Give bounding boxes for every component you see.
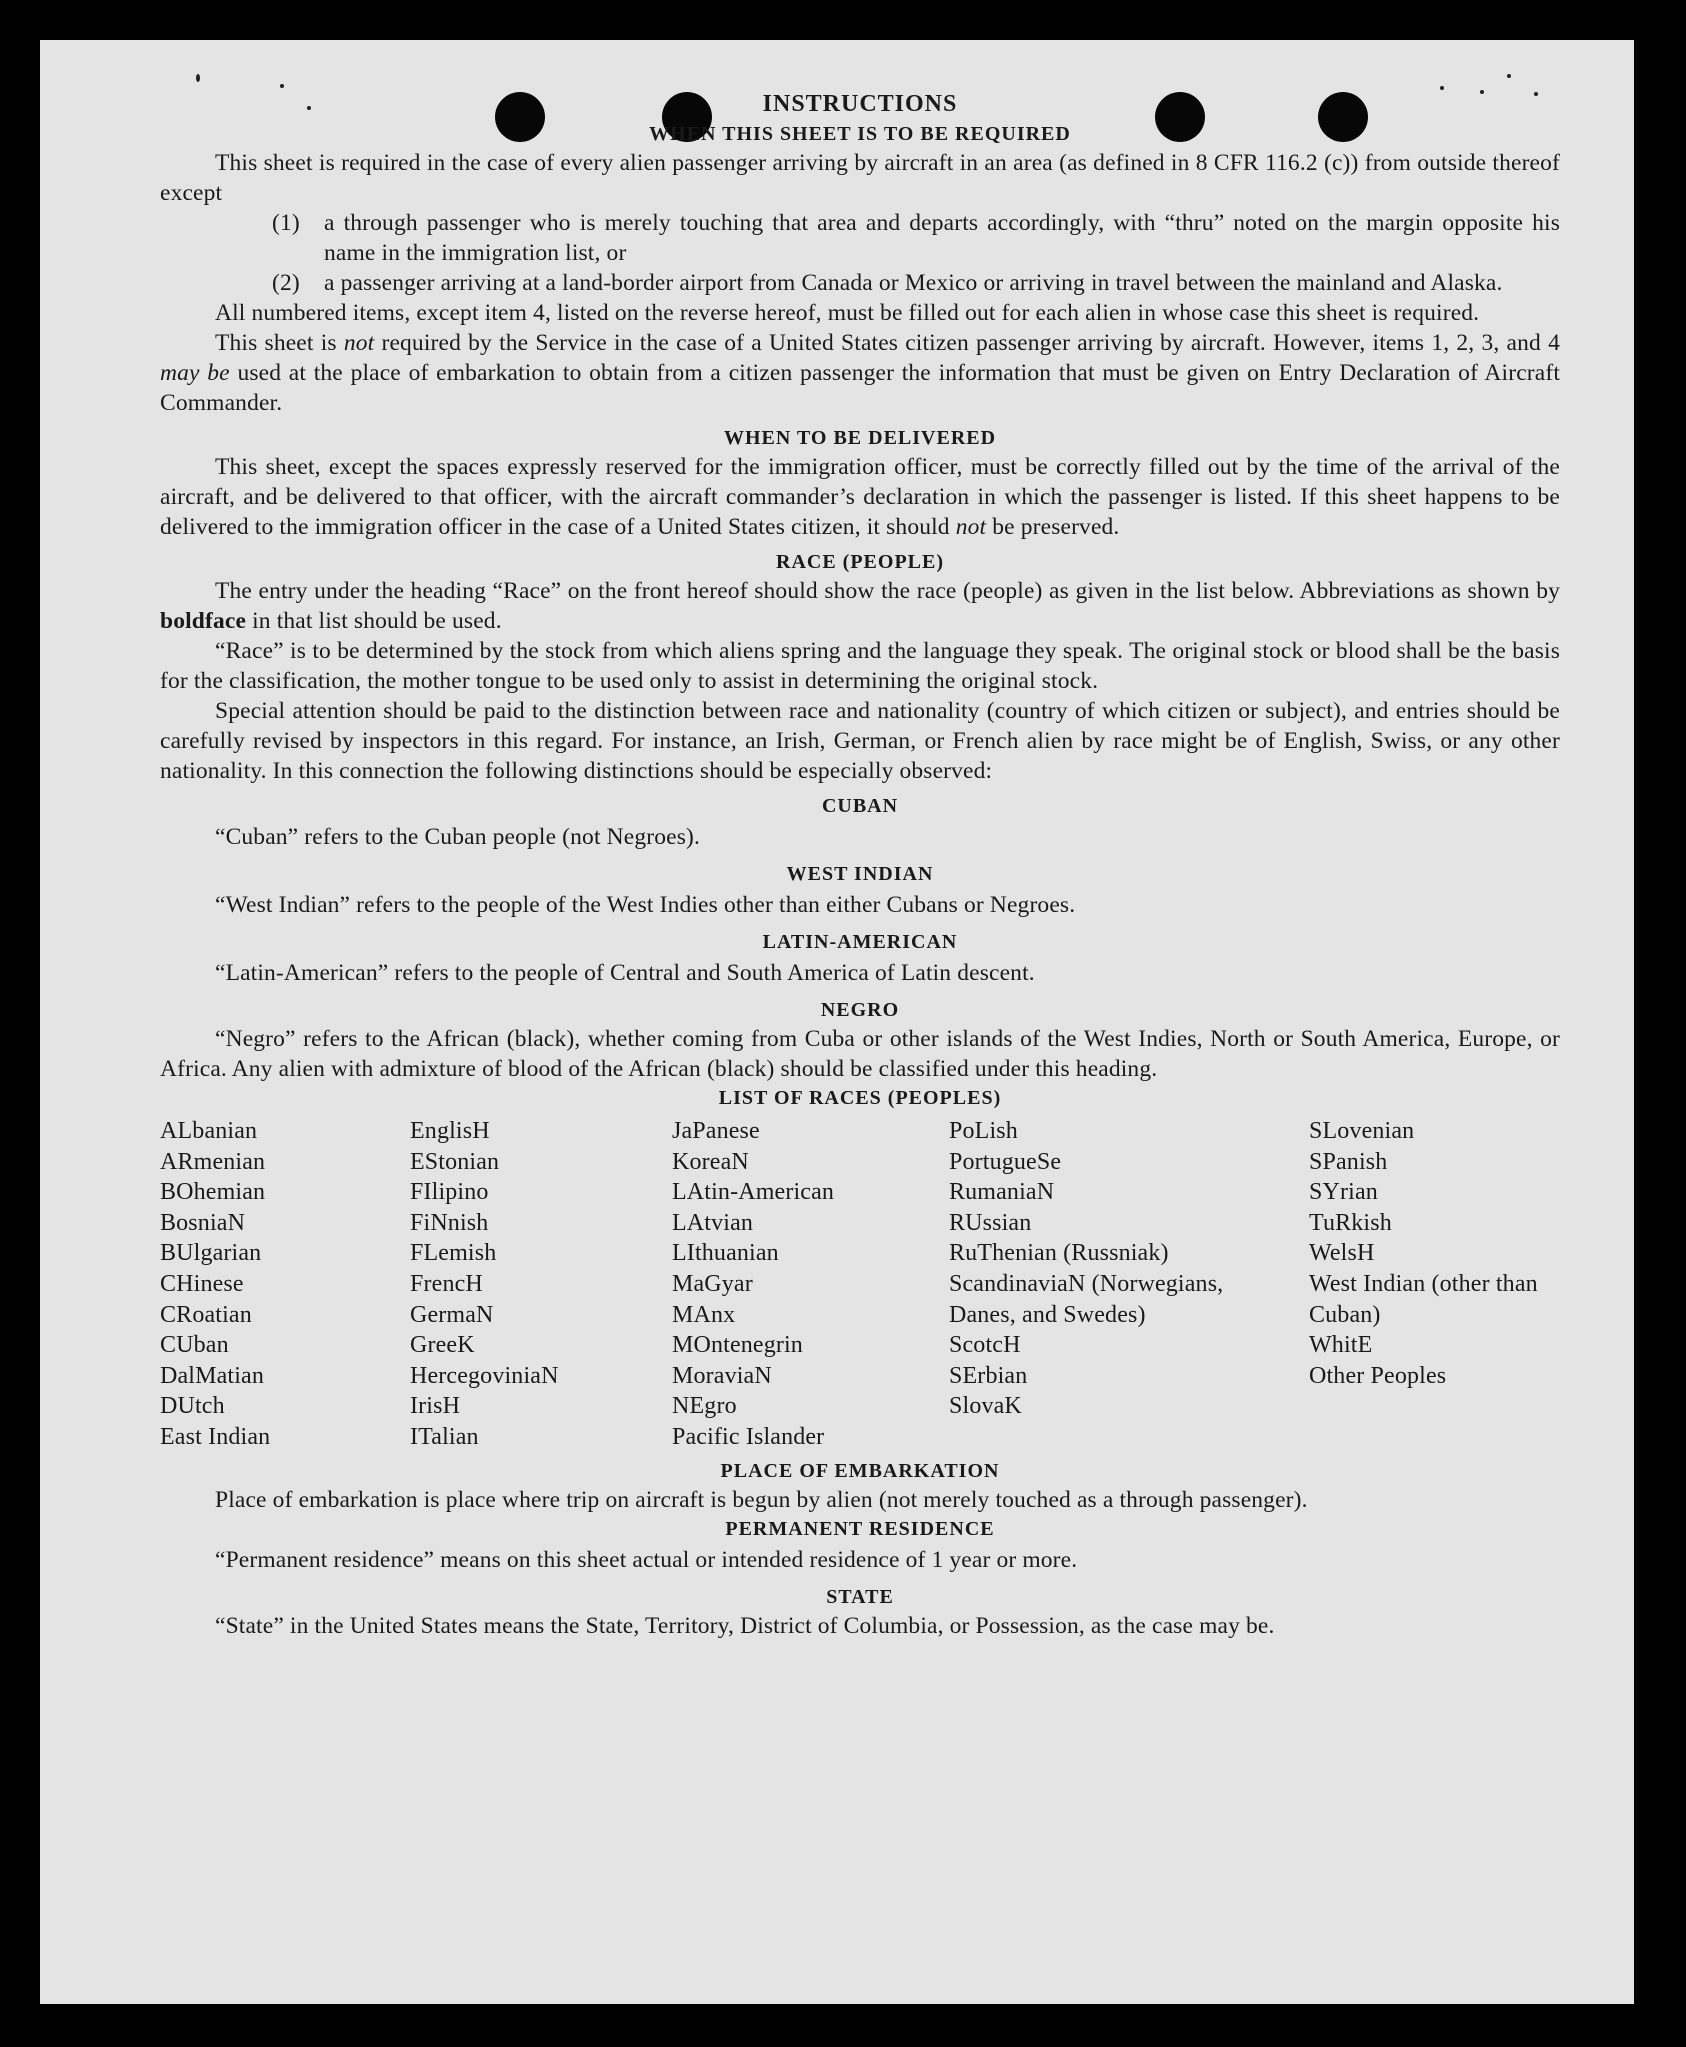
races-list	[160, 1116, 1560, 1453]
speck	[1507, 74, 1511, 78]
paragraph-state: “State” in the United States means the State, Territory, District of Columbia, or Possession, as the case may be.	[215, 1612, 1275, 1639]
races-column	[160, 1116, 410, 1453]
races-column	[1309, 1116, 1559, 1453]
race-entry: Other Peoples	[1309, 1362, 1447, 1389]
race-entry: EStonian	[410, 1148, 500, 1175]
paragraph-required: This sheet is required in the case of every alien passenger arriving by aircraft in an area (as defined in 8 CFR 116.2 (c)) from outside thereof except	[160, 150, 1560, 206]
race-entry: NEgro	[672, 1393, 737, 1420]
exception-item	[272, 268, 1560, 298]
race-entry: CUban	[160, 1332, 229, 1359]
speck	[196, 74, 200, 82]
section-heading-races-list: LIST OF RACES (PEOPLES)	[718, 1087, 1002, 1109]
page-title: INSTRUCTIONS	[762, 91, 958, 117]
race-entry: CRoatian	[160, 1301, 252, 1328]
definition-text-west-indian: “West Indian” refers to the people of the West Indies other than either Cubans or Negroes.	[215, 892, 1076, 918]
race-entry: WelsH	[1309, 1240, 1375, 1267]
race-entry: HercegoviniaN	[410, 1362, 559, 1389]
race-entry: LAtvian	[672, 1209, 754, 1236]
paragraph-citizen: This sheet is not required by the Service in the case of a United States citizen passenger arriving by aircraft. However, items 1, 2, 3, and 4 may be used at the place of embarkation to obtain from a citizen passenger the information that must be given on Entry Declaration of Aircraft Commander.	[160, 330, 1561, 416]
paragraph-embarkation: Place of embarkation is place where trip on aircraft is begun by alien (not merely touched as a through passenger).	[215, 1486, 1308, 1513]
race-entry: LIthuanian	[672, 1240, 779, 1267]
race-entry: ScotcH	[949, 1332, 1021, 1359]
race-entry: BUlgarian	[160, 1240, 262, 1267]
race-entry: SErbian	[949, 1362, 1028, 1389]
exception-item	[272, 208, 1560, 268]
race-entry: MaGyar	[672, 1270, 753, 1297]
section-heading-state: STATE	[826, 1585, 894, 1608]
races-column	[410, 1116, 672, 1453]
race-entry: SPanish	[1309, 1148, 1388, 1175]
race-entry: FIlipino	[410, 1179, 489, 1206]
race-entry: RuThenian (Russniak)	[949, 1240, 1169, 1267]
race-entry: JaPanese	[672, 1118, 760, 1144]
definition-text-latin-american: “Latin-American” refers to the people of Central and South America of Latin descent.	[215, 960, 1035, 986]
section-heading-when-delivered: WHEN TO BE DELIVERED	[723, 427, 997, 449]
race-entry: MAnx	[672, 1301, 736, 1328]
race-entry: FrencH	[410, 1270, 483, 1297]
paragraph-race-entry: The entry under the heading “Race” on the front hereof should show the race (people) as given in the list below. Abbreviations as shown by boldface in that list should be used.	[160, 578, 1560, 634]
definition-text-cuban: “Cuban” refers to the Cuban people (not Negroes).	[215, 824, 701, 850]
definition-heading-cuban: CUBAN	[821, 795, 899, 817]
race-entry: LAtin-American	[672, 1179, 835, 1206]
paragraph-delivered: This sheet, except the spaces expressly reserved for the immigration officer, must be correctly filled out by the time of the arrival of the aircraft, and be delivered to that officer, with the aircraft commander’s declaration in which the passenger is listed. If this sheet happens to be delivered to the immigration officer in the case of a United States citizen, it should not be preserved.	[160, 454, 1560, 540]
race-entry: DUtch	[160, 1393, 225, 1420]
race-entry: CHinese	[160, 1270, 244, 1297]
race-entry: ALbanian	[160, 1118, 258, 1144]
race-entry: West Indian (other than Cuban)	[1309, 1270, 1538, 1328]
section-heading-residence: PERMANENT RESIDENCE	[725, 1517, 995, 1540]
definition-heading-latin-american: LATIN-AMERICAN	[762, 931, 958, 953]
race-entry: ITalian	[410, 1423, 479, 1450]
exception-number: (1)	[272, 210, 300, 236]
race-entry: GermaN	[410, 1301, 494, 1328]
race-entry: MOntenegrin	[672, 1332, 803, 1359]
paragraph-race-nationality: Special attention should be paid to the distinction between race and nationality (country of which citizen or subject), and entries should be carefully revised by inspectors in this regard. For instance, an Irish, German, or French alien by race might be of English, Swiss, or any other nationality. In this connection the following distinctions should be especially observed:	[160, 698, 1560, 784]
paragraph-numbered-items: All numbered items, except item 4, listed on the reverse hereof, must be filled out for each alien in whose case this sheet is required.	[215, 300, 1480, 326]
exception-text: a through passenger who is merely touching that area and departs accordingly, with “thru” noted on the margin opposite his name in the immigration list, or	[324, 210, 1560, 266]
document-sheet	[40, 40, 1634, 2004]
race-entry: ScandinaviaN (Norwegians, Danes, and Swedes)	[949, 1270, 1224, 1328]
race-entry: TuRkish	[1309, 1209, 1392, 1236]
races-column	[949, 1116, 1309, 1453]
race-entry: EnglisH	[410, 1118, 490, 1144]
race-entry: WhitE	[1309, 1332, 1373, 1359]
race-entry: RumaniaN	[949, 1179, 1055, 1206]
race-entry: SLovenian	[1309, 1118, 1415, 1144]
section-heading-when-required: WHEN THIS SHEET IS TO BE REQUIRED	[649, 123, 1071, 145]
paragraph-residence: “Permanent residence” means on this sheet actual or intended residence of 1 year or more.	[215, 1546, 1078, 1573]
race-entry: RUssian	[949, 1209, 1032, 1236]
race-entry: KoreaN	[672, 1148, 749, 1175]
race-entry: BOhemian	[160, 1179, 266, 1206]
definition-heading-negro: NEGRO	[820, 999, 900, 1021]
race-entry: DalMatian	[160, 1362, 264, 1389]
race-entry: SlovaK	[949, 1393, 1022, 1420]
race-entry: GreeK	[410, 1332, 475, 1359]
race-entry: FLemish	[410, 1240, 497, 1267]
race-entry: PortugueSe	[949, 1148, 1062, 1175]
race-entry: ARmenian	[160, 1148, 266, 1175]
definition-text-negro: “Negro” refers to the African (black), whether coming from Cuba or other islands of the West Indies, North or South America, Europe, or Africa. Any alien with admixture of blood of the African (black) should be classified under this heading.	[160, 1026, 1560, 1082]
race-entry: SYrian	[1309, 1179, 1378, 1206]
race-entry: FiNnish	[410, 1209, 489, 1236]
exception-text: a passenger arriving at a land-border airport from Canada or Mexico or arriving in travel between the mainland and Alaska.	[324, 270, 1503, 296]
races-column	[672, 1116, 949, 1453]
instructions-content	[160, 88, 1560, 1641]
race-entry: MoraviaN	[672, 1362, 772, 1389]
race-entry: BosniaN	[160, 1209, 246, 1236]
race-entry: East Indian	[160, 1423, 271, 1450]
definition-heading-west-indian: WEST INDIAN	[786, 863, 934, 885]
exception-number: (2)	[272, 270, 300, 296]
section-heading-embarkation: PLACE OF EMBARKATION	[720, 1459, 1000, 1482]
section-heading-race: RACE (PEOPLE)	[776, 551, 944, 573]
race-entry: PoLish	[949, 1118, 1018, 1144]
race-entry: Pacific Islander	[672, 1423, 825, 1450]
paragraph-race-stock: “Race” is to be determined by the stock from which aliens spring and the language they speak. The original stock or blood shall be the basis for the classification, the mother tongue to be used only to assist in determining the original stock.	[160, 638, 1560, 694]
race-entry: IrisH	[410, 1393, 461, 1420]
